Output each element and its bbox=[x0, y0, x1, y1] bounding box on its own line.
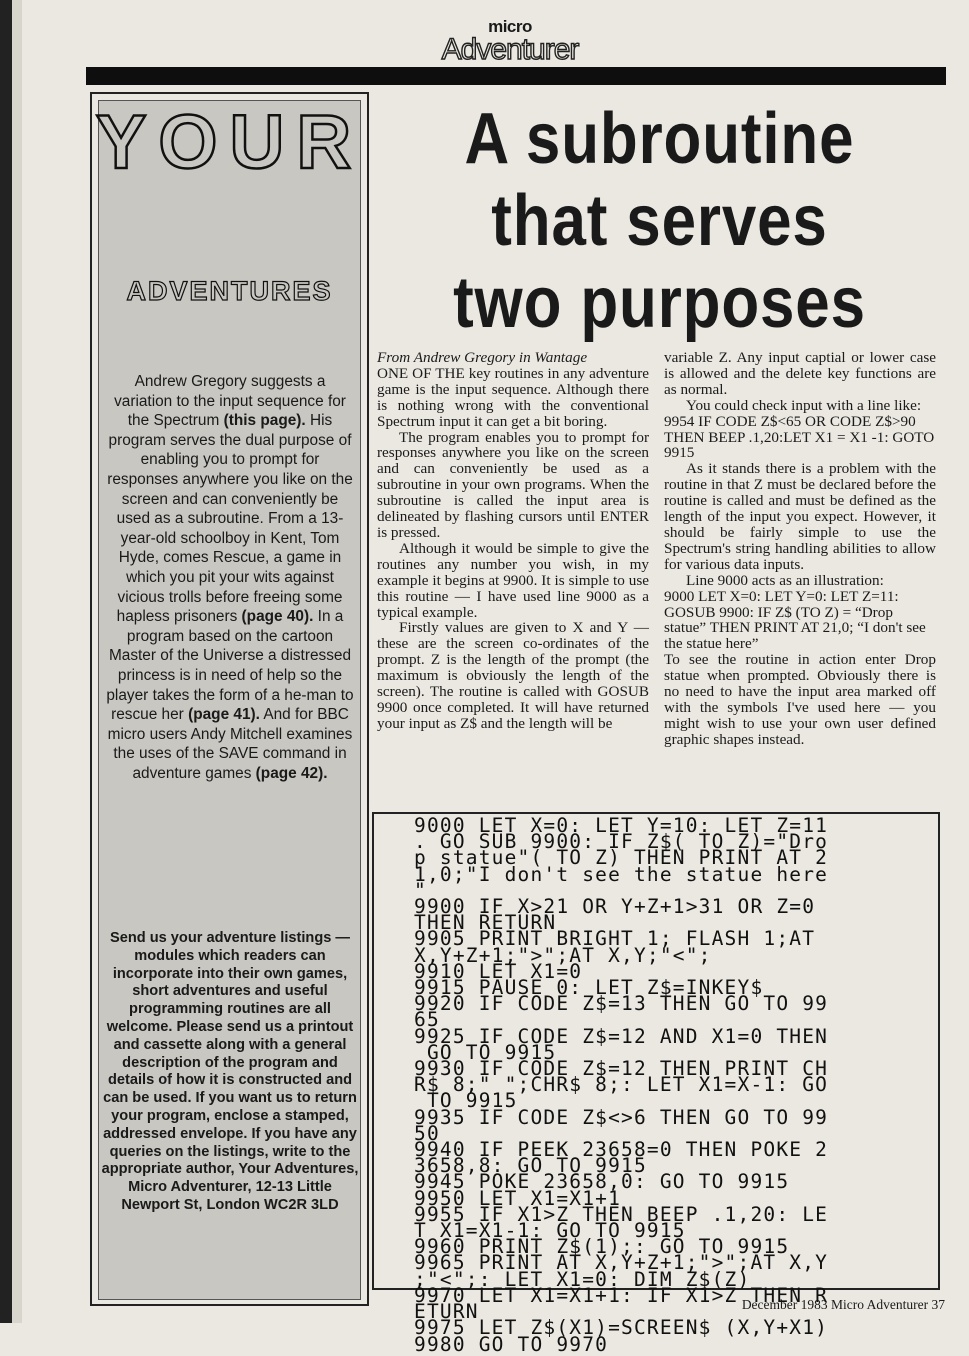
listing-line: p statue"( TO Z) THEN PRINT AT 2 bbox=[414, 846, 829, 870]
paragraph: As it stands there is a problem with the routine in that Z must be declared before the routine is called and must be defined as the length of the input you expect. However, it should be fairly simple to use the Spectrum's string handling abilities to allow for various data inputs. bbox=[664, 460, 936, 573]
listing-line: 50 bbox=[414, 1121, 440, 1145]
listing-line: 9975 LET Z$(X1)=SCREEN$ (X,Y+X1) bbox=[414, 1316, 829, 1340]
listing-line: 9925 IF CODE Z$=12 AND X1=0 THEN bbox=[414, 1024, 829, 1048]
article-column-2 bbox=[664, 350, 936, 748]
your-adventures-sidebar bbox=[90, 92, 369, 1306]
article-column-1 bbox=[377, 350, 649, 732]
page-footer: December 1983 Micro Adventurer 37 bbox=[741, 1297, 945, 1312]
listing-line: TO 9915 bbox=[414, 1089, 518, 1113]
paragraph: Firstly values are given to X and Y — these are the screen co-ordinates of the prompt. Z is the length of the prompt (the maximum is obviously the length of the screen). The routine is called with GOSUB 9900 once completed. It will have returned your input as Z$ and the length will be bbox=[377, 619, 649, 732]
listing-line: 65 bbox=[414, 1008, 440, 1032]
masthead-small: micro bbox=[488, 17, 532, 36]
intro-text: In a program based on the cartoon Master of the Universe a distressed princess is in need of help so the player takes the form of a he-man to rescue her bbox=[106, 608, 354, 724]
page-ref: (page 40). bbox=[241, 608, 314, 626]
listing-line: R$ 8;" ";CHR$ 8;: LET X1=X-1: GO bbox=[414, 1073, 829, 1097]
paragraph: To see the routine in action enter Drop statue when prompted. Obviously there is no need to have the input area marked off with the symbols I've used here — you might wish to use your own user defined graphic shapes instead. bbox=[664, 651, 936, 748]
listing-line: 9965 PRINT AT X,Y+Z+1;">";AT X,Y bbox=[414, 1251, 829, 1275]
paragraph: variable Z. Any input captial or lower case is allowed and the delete key functions are as normal. bbox=[664, 349, 936, 398]
binding-edge bbox=[0, 0, 12, 1323]
paragraph: Line 9000 acts as an illustration: bbox=[686, 571, 884, 589]
page-ref: (this page). bbox=[223, 412, 306, 430]
intro-text: And for BBC micro users Andy Mitchell examines the uses of the SAVE command in adventure games bbox=[107, 706, 353, 782]
sidebar-subtitle: ADVENTURES bbox=[126, 276, 333, 306]
headline-line: that serves bbox=[491, 181, 828, 261]
listing-line: 9905 PRINT BRIGHT 1; FLASH 1;AT bbox=[414, 927, 816, 951]
listing-line: GO TO 9915 bbox=[414, 1040, 557, 1064]
listing-line: THEN RETURN bbox=[414, 911, 557, 935]
paragraph: Although it would be simple to give the routines any number you wish, in my example it begins at 9900. It is simple to use this routine — I have used line 9000 as a typical example. bbox=[377, 539, 649, 621]
paragraph: You could check input with a line like: bbox=[686, 396, 922, 414]
headline-line: two purposes bbox=[453, 263, 866, 343]
listing-line: 9900 IF X>21 OR Y+Z+1>31 OR Z=0 bbox=[414, 895, 816, 919]
masthead-large: Adventurer bbox=[441, 33, 579, 66]
intro-text: His program serves the dual purpose of enabling you to prompt for responses anywhere you like on the screen and can conveniently be used as a subroutine. From a 13-year-old schoolboy in Kent, Tom Hyde, comes Rescue, a game in which you pit your wits against vicious trolls before freeing some hapless prisoners bbox=[107, 412, 353, 626]
code-example: 9000 LET X=0: LET Y=0: LET Z=11: GOSUB 9900: IF Z$ (TO Z) = “Drop statue” THEN PRINT AT 21,0; “I don't see the statue here” bbox=[664, 587, 926, 653]
listing-line: 9930 IF CODE Z$=12 THEN PRINT CH bbox=[414, 1057, 829, 1081]
headline-line: A subroutine bbox=[464, 99, 855, 179]
submission-notice: Send us your adventure listings — modules which readers can incorporate into their own games, short adventures and useful programming routines are all welcome. Please send us a printout and cassette along with a general description of the program and details of how it is constructed and can be used. If you want us to return your program, enclose a stamped, addressed envelope. If you have any queries on the listings, write to the appropriate author, Your Adventures, Micro Adventurer, 12-13 Little Newport St, London WC2R 3LD bbox=[101, 930, 359, 1213]
page-ref: (page 41). bbox=[188, 706, 260, 724]
byline: From Andrew Gregory in Wantage bbox=[377, 349, 588, 366]
listing-line: 9980 GO TO 9970 bbox=[414, 1332, 609, 1356]
listing-line: X,Y+Z+1;">";AT X,Y;"<"; bbox=[414, 943, 712, 967]
listing-line: 9910 LET X1=0 bbox=[414, 959, 583, 983]
listing-line: 9945 POKE 23658,0: GO TO 9915 bbox=[414, 1170, 790, 1194]
listing-line: . GO SUB 9900: IF Z$( TO Z)="Dro bbox=[414, 830, 829, 854]
listing-line: ;"<";: LET X1=0: DIM Z$(Z) bbox=[414, 1267, 751, 1291]
listing-line: 3658,8: GO TO 9915 bbox=[414, 1154, 647, 1178]
listing-line: 9935 IF CODE Z$<>6 THEN GO TO 99 bbox=[414, 1105, 829, 1129]
listing-line: 9000 LET X=0: LET Y=10: LET Z=11 bbox=[414, 814, 829, 837]
listing-line: " bbox=[414, 878, 427, 902]
page-ref: (page 42). bbox=[255, 764, 328, 782]
listing-line: 9960 PRINT Z$(1);: GO TO 9915 bbox=[414, 1235, 790, 1259]
code-example: 9954 IF CODE Z$<65 OR CODE Z$>90 THEN BEEP .1,20:LET X1 = X1 -1: GOTO 9915 bbox=[664, 412, 935, 462]
listing-line: T X1=X1-1: GO TO 9915 bbox=[414, 1219, 686, 1243]
listing-line: ETURN bbox=[414, 1300, 479, 1324]
paragraph: ONE OF THE key routines in any adventure game is the input sequence. Although there is nothing wrong with the conventional Spectrum input it can get a bit boring. bbox=[377, 364, 649, 430]
listing-line: 9920 IF CODE Z$=13 THEN GO TO 99 bbox=[414, 992, 829, 1016]
paragraph: The program enables you to prompt for responses anywhere you like on the screen and can conveniently be used as a subroutine in your own programs. When the subroutine is called the input area is delineated by flashing cursors until ENTER is pressed. bbox=[377, 428, 649, 541]
listing-line: 9955 IF X1>Z THEN BEEP .1,20: LE bbox=[414, 1202, 829, 1226]
listing-line: 9970 LET X1=X1+1: IF X1>Z THEN R bbox=[414, 1283, 829, 1307]
binding-shadow bbox=[12, 0, 22, 1323]
header-rule bbox=[86, 67, 946, 85]
sidebar-intro bbox=[104, 372, 356, 783]
listing-line: 9950 LET X1=X1+1 bbox=[414, 1186, 622, 1210]
listing-line: 9940 IF PEEK 23658=0 THEN POKE 2 bbox=[414, 1138, 829, 1162]
listing-line: 9915 PAUSE 0: LET Z$=INKEY$ bbox=[414, 976, 764, 1000]
article-headline bbox=[412, 98, 907, 344]
masthead-logo bbox=[420, 18, 600, 70]
listing-line: 1,0;"I don't see the statue here bbox=[414, 862, 829, 886]
sidebar-title: YOUR bbox=[95, 100, 364, 185]
intro-text: Andrew Gregory suggests a variation to the input sequence for the Spectrum bbox=[114, 373, 346, 430]
